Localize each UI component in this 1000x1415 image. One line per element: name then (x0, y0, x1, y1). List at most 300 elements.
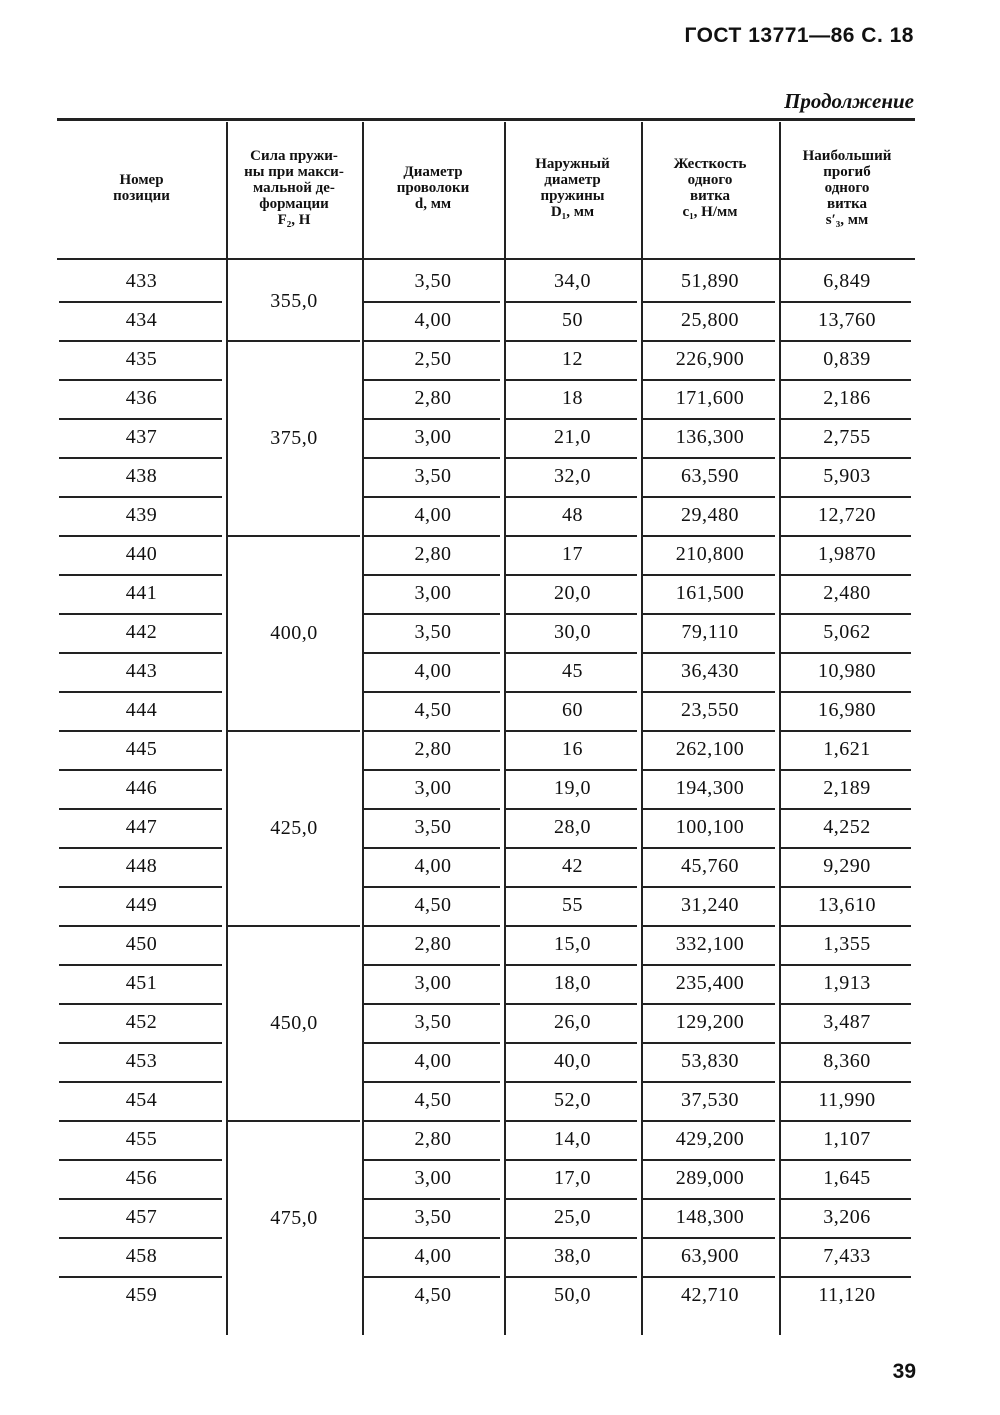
table-cell: 13,760 (818, 309, 876, 331)
table-cell: 447 (125, 816, 158, 838)
table-cell: 4,50 (414, 894, 452, 916)
force-value: 355,0 (270, 290, 318, 312)
row-rule (59, 1120, 222, 1122)
table-cell: 429,200 (675, 1128, 745, 1150)
table-cell: 1,645 (823, 1167, 871, 1189)
column-divider (779, 122, 781, 258)
row-rule (781, 1081, 911, 1083)
table-cell: 38,0 (554, 1245, 591, 1267)
table-cell: 12 (562, 348, 583, 370)
row-rule (781, 379, 911, 381)
row-rule (364, 574, 500, 576)
table-cell: 453 (125, 1050, 158, 1072)
column-header-label: Сила пружи- ны при макси- мальной де- формации F₂, Н (244, 148, 344, 228)
column-header (779, 122, 915, 254)
row-rule (364, 730, 500, 732)
table-cell: 14,0 (554, 1128, 591, 1150)
table-cell: 51,890 (681, 270, 739, 292)
table-cell: 8,360 (823, 1050, 871, 1072)
table-cell: 445 (125, 738, 158, 760)
row-rule (506, 886, 637, 888)
column-divider (641, 122, 643, 258)
row-rule (506, 730, 637, 732)
table-cell: 55 (562, 894, 583, 916)
row-rule (364, 301, 500, 303)
table-cell: 161,500 (675, 582, 745, 604)
row-rule (364, 1237, 500, 1239)
table-cell: 26,0 (554, 1011, 591, 1033)
row-rule (643, 613, 775, 615)
table-cell: 4,00 (414, 1245, 452, 1267)
table-cell: 11,120 (818, 1284, 876, 1306)
table-cell: 148,300 (675, 1206, 745, 1228)
row-rule (59, 1081, 222, 1083)
table-cell: 13,610 (818, 894, 876, 916)
table-cell: 3,50 (414, 465, 452, 487)
row-rule (364, 457, 500, 459)
table-cell: 450 (125, 933, 158, 955)
row-rule (781, 1276, 911, 1278)
table-cell: 452 (125, 1011, 158, 1033)
row-rule (781, 457, 911, 459)
row-rule (506, 652, 637, 654)
table-cell: 3,00 (414, 426, 452, 448)
table-cell: 1,913 (823, 972, 871, 994)
table-cell: 3,50 (414, 1011, 452, 1033)
table-cell: 1,621 (823, 738, 871, 760)
row-rule (364, 535, 500, 537)
row-rule (781, 535, 911, 537)
row-rule (781, 1237, 911, 1239)
row-rule (59, 652, 222, 654)
row-rule (781, 691, 911, 693)
row-rule (643, 925, 775, 927)
table-cell: 16 (562, 738, 583, 760)
table-cell: 3,00 (414, 582, 452, 604)
row-rule (643, 964, 775, 966)
row-rule (59, 964, 222, 966)
table-cell: 235,400 (675, 972, 745, 994)
row-rule (59, 496, 222, 498)
table-cell: 2,186 (823, 387, 871, 409)
table-cell: 3,00 (414, 777, 452, 799)
table-cell: 446 (125, 777, 158, 799)
row-rule (364, 340, 500, 342)
spring-data-table (57, 118, 915, 1343)
row-rule (59, 535, 222, 537)
row-rule (643, 340, 775, 342)
row-rule (506, 457, 637, 459)
table-cell: 136,300 (675, 426, 745, 448)
table-cell: 454 (125, 1089, 158, 1111)
row-rule (643, 418, 775, 420)
table-cell: 332,100 (675, 933, 745, 955)
table-cell: 6,849 (823, 270, 871, 292)
row-rule (506, 1081, 637, 1083)
table-cell: 440 (125, 543, 158, 565)
table-cell: 262,100 (675, 738, 745, 760)
table-cell: 434 (125, 309, 158, 331)
row-rule (781, 301, 911, 303)
row-rule (364, 1042, 500, 1044)
column-divider (504, 122, 506, 258)
column-header-label: Наибольший прогиб одного витка s′₃, мм (802, 148, 892, 228)
table-cell: 45,760 (681, 855, 739, 877)
table-cell: 42 (562, 855, 583, 877)
row-rule (364, 886, 500, 888)
table-cell: 4,00 (414, 1050, 452, 1072)
table-cell: 2,80 (414, 543, 452, 565)
table-cell: 2,189 (823, 777, 871, 799)
table-cell: 458 (125, 1245, 158, 1267)
table-cell: 0,839 (823, 348, 871, 370)
page-header: ГОСТ 13771—86 С. 18 (684, 24, 914, 47)
column-header (57, 122, 226, 254)
table-cell: 25,800 (681, 309, 739, 331)
row-rule (364, 613, 500, 615)
column-header-label: Жесткость одного витка c₁, Н/мм (673, 156, 747, 220)
row-rule (643, 574, 775, 576)
row-rule (643, 1042, 775, 1044)
row-rule (364, 1003, 500, 1005)
table-cell: 40,0 (554, 1050, 591, 1072)
table-cell: 439 (125, 504, 158, 526)
column-header (504, 122, 641, 254)
row-rule (781, 769, 911, 771)
row-rule (781, 574, 911, 576)
row-rule (643, 457, 775, 459)
row-rule (364, 496, 500, 498)
table-cell: 19,0 (554, 777, 591, 799)
row-rule (59, 730, 222, 732)
row-rule (506, 418, 637, 420)
table-cell: 3,00 (414, 972, 452, 994)
row-rule (506, 964, 637, 966)
row-rule (643, 652, 775, 654)
table-cell: 437 (125, 426, 158, 448)
table-cell: 2,50 (414, 348, 452, 370)
row-rule (781, 1120, 911, 1122)
table-cell: 455 (125, 1128, 158, 1150)
row-rule (59, 457, 222, 459)
row-rule (59, 1198, 222, 1200)
row-rule (364, 418, 500, 420)
table-cell: 456 (125, 1167, 158, 1189)
column-header (641, 122, 779, 254)
row-rule (643, 808, 775, 810)
row-rule (781, 418, 911, 420)
row-rule (364, 769, 500, 771)
row-rule (364, 847, 500, 849)
table-cell: 210,800 (675, 543, 745, 565)
table-cell: 50,0 (554, 1284, 591, 1306)
table-cell: 4,252 (823, 816, 871, 838)
table-cell: 4,50 (414, 699, 452, 721)
table-cell: 31,240 (681, 894, 739, 916)
table-cell: 2,80 (414, 1128, 452, 1150)
table-cell: 459 (125, 1284, 158, 1306)
row-rule (781, 925, 911, 927)
force-value: 475,0 (270, 1206, 318, 1229)
table-cell: 3,50 (414, 621, 452, 643)
row-rule (643, 1120, 775, 1122)
group-rule (228, 1120, 360, 1122)
table-cell: 438 (125, 465, 158, 487)
row-rule (781, 847, 911, 849)
table-cell: 18,0 (554, 972, 591, 994)
row-rule (59, 691, 222, 693)
column-header (226, 122, 362, 254)
row-rule (781, 340, 911, 342)
row-rule (364, 1198, 500, 1200)
force-value: 450,0 (270, 1011, 318, 1034)
table-cell: 435 (125, 348, 158, 370)
table-cell: 25,0 (554, 1206, 591, 1228)
row-rule (506, 496, 637, 498)
row-rule (781, 886, 911, 888)
row-rule (59, 925, 222, 927)
row-rule (59, 574, 222, 576)
row-rule (781, 1042, 911, 1044)
table-cell: 63,590 (681, 465, 739, 487)
table-cell: 16,980 (818, 699, 876, 721)
force-value: 425,0 (270, 816, 318, 839)
table-cell: 32,0 (554, 465, 591, 487)
table-cell: 29,480 (681, 504, 739, 526)
row-rule (364, 1159, 500, 1161)
force-value: 400,0 (270, 621, 318, 644)
column-divider (362, 122, 364, 258)
table-header-rule (57, 258, 915, 260)
row-rule (364, 925, 500, 927)
column-header-label: Наружный диаметр пружины D₁, мм (535, 156, 610, 220)
row-rule (506, 574, 637, 576)
table-cell: 4,50 (414, 1284, 452, 1306)
table-cell: 171,600 (675, 387, 745, 409)
page-number: 39 (892, 1360, 916, 1383)
table-cell: 4,00 (414, 855, 452, 877)
table-cell: 17,0 (554, 1167, 591, 1189)
table-cell: 12,720 (818, 504, 876, 526)
row-rule (781, 652, 911, 654)
row-rule (59, 847, 222, 849)
table-cell: 436 (125, 387, 158, 409)
table-cell: 194,300 (675, 777, 745, 799)
row-rule (506, 808, 637, 810)
table-cell: 1,107 (823, 1128, 871, 1150)
table-cell: 11,990 (818, 1089, 876, 1111)
row-rule (643, 1081, 775, 1083)
table-cell: 3,00 (414, 1167, 452, 1189)
row-rule (59, 379, 222, 381)
row-rule (59, 1276, 222, 1278)
table-cell: 3,50 (414, 270, 452, 292)
row-rule (506, 1003, 637, 1005)
force-value: 375,0 (270, 426, 318, 449)
table-cell: 433 (125, 270, 158, 292)
table-cell: 30,0 (554, 621, 591, 643)
table-cell: 17 (562, 543, 583, 565)
table-cell: 100,100 (675, 816, 745, 838)
table-cell: 226,900 (675, 348, 745, 370)
table-cell: 36,430 (681, 660, 739, 682)
row-rule (781, 808, 911, 810)
row-rule (59, 769, 222, 771)
table-cell: 4,00 (414, 504, 452, 526)
row-rule (506, 301, 637, 303)
row-rule (59, 340, 222, 342)
table-cell: 9,290 (823, 855, 871, 877)
row-rule (506, 340, 637, 342)
row-rule (506, 691, 637, 693)
row-rule (59, 613, 222, 615)
group-rule (228, 925, 360, 927)
table-cell: 2,80 (414, 387, 452, 409)
row-rule (506, 1198, 637, 1200)
table-cell: 7,433 (823, 1245, 871, 1267)
table-cell: 2,480 (823, 582, 871, 604)
table-cell: 4,00 (414, 309, 452, 331)
row-rule (781, 1159, 911, 1161)
row-rule (59, 1237, 222, 1239)
row-rule (506, 925, 637, 927)
row-rule (643, 1276, 775, 1278)
table-cell: 289,000 (675, 1167, 745, 1189)
row-rule (781, 496, 911, 498)
row-rule (643, 535, 775, 537)
row-rule (364, 1081, 500, 1083)
row-rule (643, 1237, 775, 1239)
table-cell: 21,0 (554, 426, 591, 448)
row-rule (506, 1042, 637, 1044)
table-cell: 443 (125, 660, 158, 682)
table-cell: 457 (125, 1206, 158, 1228)
table-cell: 5,903 (823, 465, 871, 487)
row-rule (59, 808, 222, 810)
table-cell: 53,830 (681, 1050, 739, 1072)
table-cell: 4,50 (414, 1089, 452, 1111)
table-cell: 48 (562, 504, 583, 526)
column-divider (226, 122, 228, 258)
row-rule (643, 1159, 775, 1161)
row-rule (59, 886, 222, 888)
table-cell: 441 (125, 582, 158, 604)
table-cell: 129,200 (675, 1011, 745, 1033)
table-cell: 2,755 (823, 426, 871, 448)
table-cell: 3,50 (414, 1206, 452, 1228)
table-cell: 37,530 (681, 1089, 739, 1111)
row-rule (643, 730, 775, 732)
row-rule (364, 379, 500, 381)
table-cell: 45 (562, 660, 583, 682)
row-rule (59, 1159, 222, 1161)
table-cell: 5,062 (823, 621, 871, 643)
row-rule (506, 1120, 637, 1122)
table-cell: 451 (125, 972, 158, 994)
row-rule (643, 379, 775, 381)
row-rule (781, 730, 911, 732)
table-cell: 52,0 (554, 1089, 591, 1111)
row-rule (506, 535, 637, 537)
table-cell: 42,710 (681, 1284, 739, 1306)
table-cell: 2,80 (414, 933, 452, 955)
row-rule (59, 301, 222, 303)
group-rule (228, 730, 360, 732)
table-cell: 50 (562, 309, 583, 331)
table-cell: 20,0 (554, 582, 591, 604)
row-rule (781, 1198, 911, 1200)
table-cell: 444 (125, 699, 158, 721)
table-cell: 60 (562, 699, 583, 721)
row-rule (643, 496, 775, 498)
table-cell: 28,0 (554, 816, 591, 838)
row-rule (781, 964, 911, 966)
table-cell: 449 (125, 894, 158, 916)
table-cell: 448 (125, 855, 158, 877)
table-cell: 1,355 (823, 933, 871, 955)
group-rule (228, 535, 360, 537)
continuation-label: Продолжение (784, 89, 914, 113)
row-rule (643, 847, 775, 849)
table-cell: 4,00 (414, 660, 452, 682)
column-header-label: Номер позиции (113, 172, 170, 204)
row-rule (781, 613, 911, 615)
table-cell: 15,0 (554, 933, 591, 955)
table-cell: 63,900 (681, 1245, 739, 1267)
table-cell: 23,550 (681, 699, 739, 721)
row-rule (781, 1003, 911, 1005)
row-rule (364, 1276, 500, 1278)
column-header-label: Диаметр проволоки d, мм (396, 164, 470, 212)
table-cell: 442 (125, 621, 158, 643)
table-cell: 18 (562, 387, 583, 409)
column-header (362, 122, 504, 254)
table-cell: 3,50 (414, 816, 452, 838)
row-rule (506, 847, 637, 849)
row-rule (643, 1198, 775, 1200)
table-cell: 10,980 (818, 660, 876, 682)
row-rule (364, 1120, 500, 1122)
row-rule (506, 769, 637, 771)
row-rule (643, 691, 775, 693)
row-rule (59, 1042, 222, 1044)
row-rule (506, 1159, 637, 1161)
table-cell: 2,80 (414, 738, 452, 760)
row-rule (643, 1003, 775, 1005)
row-rule (364, 964, 500, 966)
table-top-rule (57, 118, 915, 121)
table-cell: 79,110 (681, 621, 739, 643)
row-rule (643, 886, 775, 888)
row-rule (364, 808, 500, 810)
row-rule (643, 769, 775, 771)
row-rule (506, 613, 637, 615)
row-rule (59, 418, 222, 420)
row-rule (364, 652, 500, 654)
row-rule (59, 1003, 222, 1005)
table-cell: 1,9870 (818, 543, 876, 565)
row-rule (506, 379, 637, 381)
row-rule (643, 301, 775, 303)
row-rule (506, 1276, 637, 1278)
table-cell: 3,206 (823, 1206, 871, 1228)
table-cell: 34,0 (554, 270, 591, 292)
group-rule (228, 340, 360, 342)
table-cell: 3,487 (823, 1011, 871, 1033)
row-rule (506, 1237, 637, 1239)
row-rule (364, 691, 500, 693)
column-divider (226, 260, 228, 1335)
